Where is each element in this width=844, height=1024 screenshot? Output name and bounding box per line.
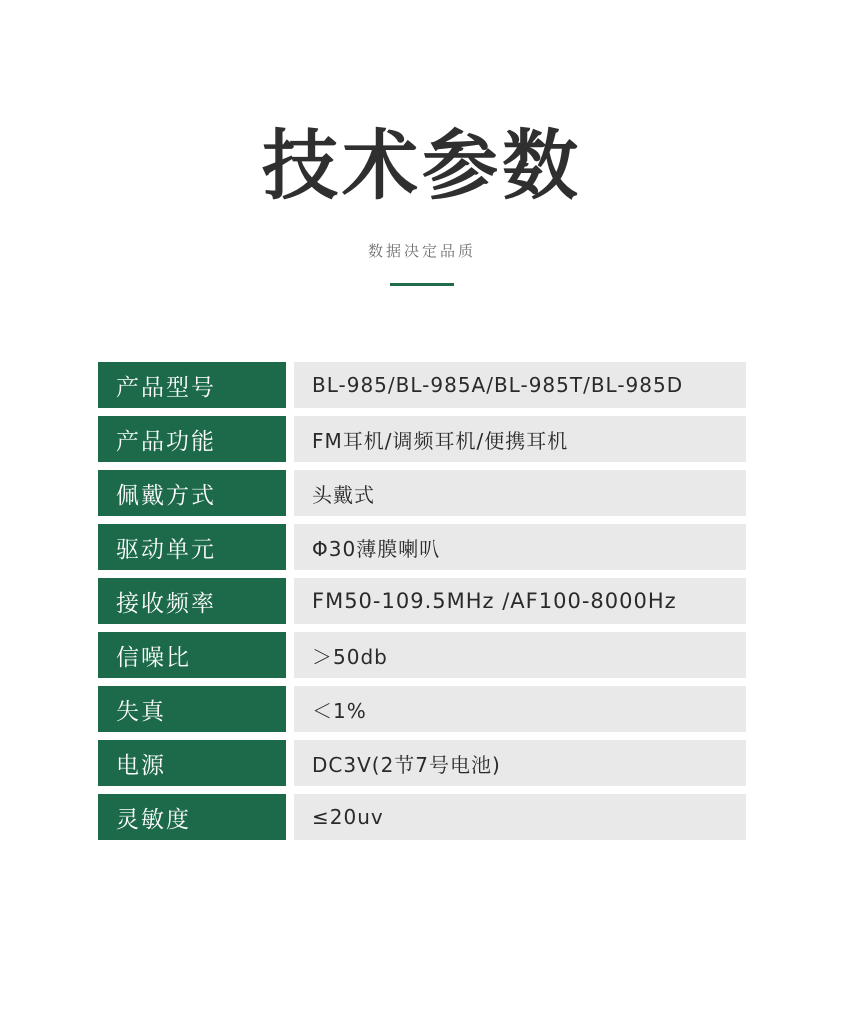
spec-value: ≤20uv (294, 794, 746, 840)
table-row (98, 686, 746, 732)
table-row (98, 470, 746, 516)
spec-label: 信噪比 (98, 632, 286, 678)
table-row (98, 416, 746, 462)
table-row (98, 524, 746, 570)
spec-label: 佩戴方式 (98, 470, 286, 516)
spec-table (98, 362, 746, 840)
table-row (98, 632, 746, 678)
title-divider (390, 283, 454, 286)
table-row (98, 362, 746, 408)
spec-value: FM耳机/调频耳机/便携耳机 (294, 416, 746, 462)
spec-label: 产品功能 (98, 416, 286, 462)
spec-value: ＞50db (294, 632, 746, 678)
spec-value: Φ30薄膜喇叭 (294, 524, 746, 570)
table-row (98, 740, 746, 786)
spec-value: DC3V(2节7号电池) (294, 740, 746, 786)
spec-value: ＜1% (294, 686, 746, 732)
table-row (98, 578, 746, 624)
spec-label: 灵敏度 (98, 794, 286, 840)
table-row (98, 794, 746, 840)
spec-label: 失真 (98, 686, 286, 732)
spec-label: 电源 (98, 740, 286, 786)
page-subtitle: 数据决定品质 (367, 243, 476, 260)
page-title: 技术参数 (262, 121, 582, 210)
spec-value: BL-985/BL-985A/BL-985T/BL-985D (294, 362, 746, 408)
spec-value: FM50-109.5MHz /AF100-8000Hz (294, 578, 746, 624)
spec-label: 驱动单元 (98, 524, 286, 570)
spec-label: 接收频率 (98, 578, 286, 624)
spec-label: 产品型号 (98, 362, 286, 408)
spec-value: 头戴式 (294, 470, 746, 516)
